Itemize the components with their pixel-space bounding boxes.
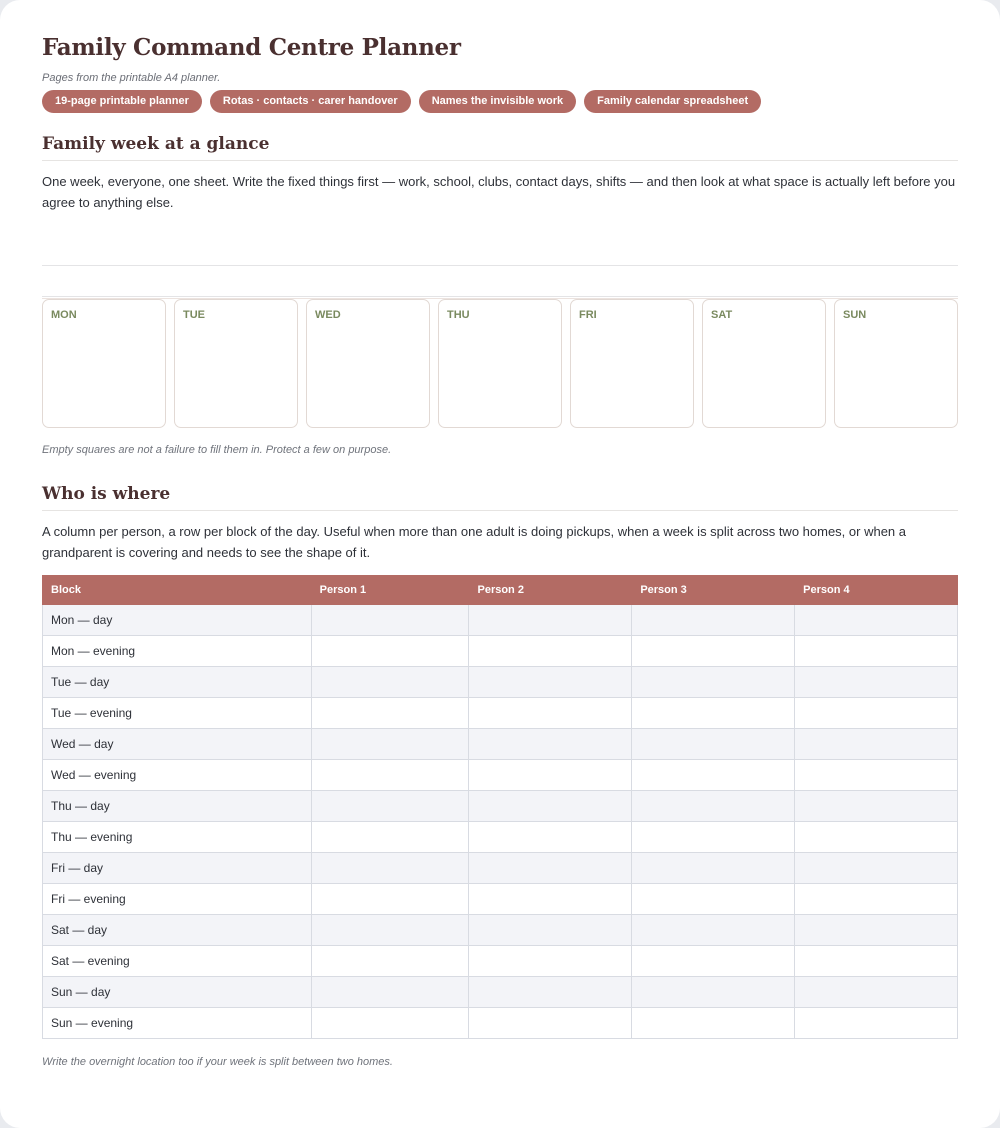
writing-line [42,235,958,266]
table-row [43,884,958,915]
table-row [43,915,958,946]
writing-lines [42,235,958,297]
day-label: THU [447,309,470,321]
block-cell: Mon — day [43,605,312,636]
table-cell [632,667,795,698]
page-title: Family Command Centre Planner [42,34,461,61]
table-cell [469,698,632,729]
table-body [43,605,958,1039]
table-cell [795,729,958,760]
table-row [43,698,958,729]
table-cell [795,915,958,946]
table-cell [469,946,632,977]
table-row [43,1008,958,1039]
day-box-sat [702,299,826,428]
column-header: Person 1 [311,576,469,605]
block-cell: Mon — evening [43,636,312,667]
table-cell [632,822,795,853]
table-cell [795,605,958,636]
day-box-wed [306,299,430,428]
table-cell [469,1008,632,1039]
table-cell [311,853,469,884]
day-label: WED [315,309,341,321]
table-cell [795,791,958,822]
page-subtitle: Pages from the printable A4 planner. [42,72,221,84]
column-header: Person 2 [469,576,632,605]
table-header-row [43,576,958,605]
table-cell [632,1008,795,1039]
table-cell [311,605,469,636]
table-cell [632,853,795,884]
tag-list [42,90,958,113]
table-cell [311,729,469,760]
table-cell [469,853,632,884]
day-label: TUE [183,309,205,321]
table-cell [632,636,795,667]
table-cell [632,791,795,822]
table-cell [469,636,632,667]
who-table [42,575,958,1039]
table-cell [632,698,795,729]
table-cell [795,1008,958,1039]
table-cell [795,946,958,977]
day-label: FRI [579,309,597,321]
table-cell [469,884,632,915]
block-cell: Sat — evening [43,946,312,977]
table-cell [632,884,795,915]
block-cell: Thu — evening [43,822,312,853]
block-cell: Wed — day [43,729,312,760]
table-cell [795,636,958,667]
who-description: A column per person, a row per block of the day. Useful when more than one adult is doing pickups, when a week is split across two homes, or when a grandparent is covering and needs to see the shape of it. [42,524,906,560]
tag-invisible-work: Names the invisible work [419,90,576,113]
table-cell [795,884,958,915]
table-cell [469,667,632,698]
block-cell: Sun — day [43,977,312,1008]
writing-line [42,266,958,297]
table-cell [795,698,958,729]
week-grid [42,298,958,428]
week-description: One week, everyone, one sheet. Write the fixed things first — work, school, clubs, contact days, shifts — and then look at what space is actually left before you agree to anything else. [42,174,956,210]
table-cell [632,915,795,946]
table-cell [469,760,632,791]
table-cell [311,977,469,1008]
table-cell [469,822,632,853]
day-box-tue [174,299,298,428]
table-cell [311,1008,469,1039]
table-cell [311,636,469,667]
week-note: Empty squares are not a failure to fill them in. Protect a few on purpose. [42,444,392,456]
day-label: MON [51,309,77,321]
week-heading: Family week at a glance [42,134,958,161]
block-cell: Tue — day [43,667,312,698]
table-cell [311,946,469,977]
day-box-thu [438,299,562,428]
table-cell [311,791,469,822]
tag-spreadsheet: Family calendar spreadsheet [584,90,761,113]
block-cell: Sun — evening [43,1008,312,1039]
block-cell: Fri — day [43,853,312,884]
day-box-mon [42,299,166,428]
table-row [43,667,958,698]
table-cell [795,760,958,791]
day-label: SUN [843,309,867,321]
table-cell [632,729,795,760]
table-row [43,791,958,822]
table-cell [795,977,958,1008]
table-cell [632,605,795,636]
block-cell: Fri — evening [43,884,312,915]
block-cell: Sat — day [43,915,312,946]
table-cell [795,667,958,698]
table-cell [632,760,795,791]
day-box-sun [834,299,958,428]
table-row [43,977,958,1008]
day-box-fri [570,299,694,428]
table-cell [311,760,469,791]
who-heading: Who is where [42,484,958,511]
tag-rotas: Rotas · contacts · carer handover [210,90,411,113]
table-row [43,760,958,791]
table-row [43,605,958,636]
table-row [43,946,958,977]
table-cell [469,915,632,946]
table-cell [795,853,958,884]
column-header: Block [43,576,312,605]
table-cell [311,698,469,729]
table-cell [632,946,795,977]
column-header: Person 4 [795,576,958,605]
table-row [43,636,958,667]
table-cell [311,822,469,853]
table-row [43,729,958,760]
table-cell [632,977,795,1008]
table-row [43,822,958,853]
table-cell [469,977,632,1008]
table-cell [311,667,469,698]
tag-planner: 19-page printable planner [42,90,202,113]
table-cell [469,605,632,636]
day-label: SAT [711,309,733,321]
table-cell [311,915,469,946]
table-cell [311,884,469,915]
table-cell [469,791,632,822]
table-cell [469,729,632,760]
block-cell: Thu — day [43,791,312,822]
table-note: Write the overnight location too if your week is split between two homes. [42,1056,393,1068]
block-cell: Wed — evening [43,760,312,791]
block-cell: Tue — evening [43,698,312,729]
table-cell [795,822,958,853]
table-row [43,853,958,884]
column-header: Person 3 [632,576,795,605]
